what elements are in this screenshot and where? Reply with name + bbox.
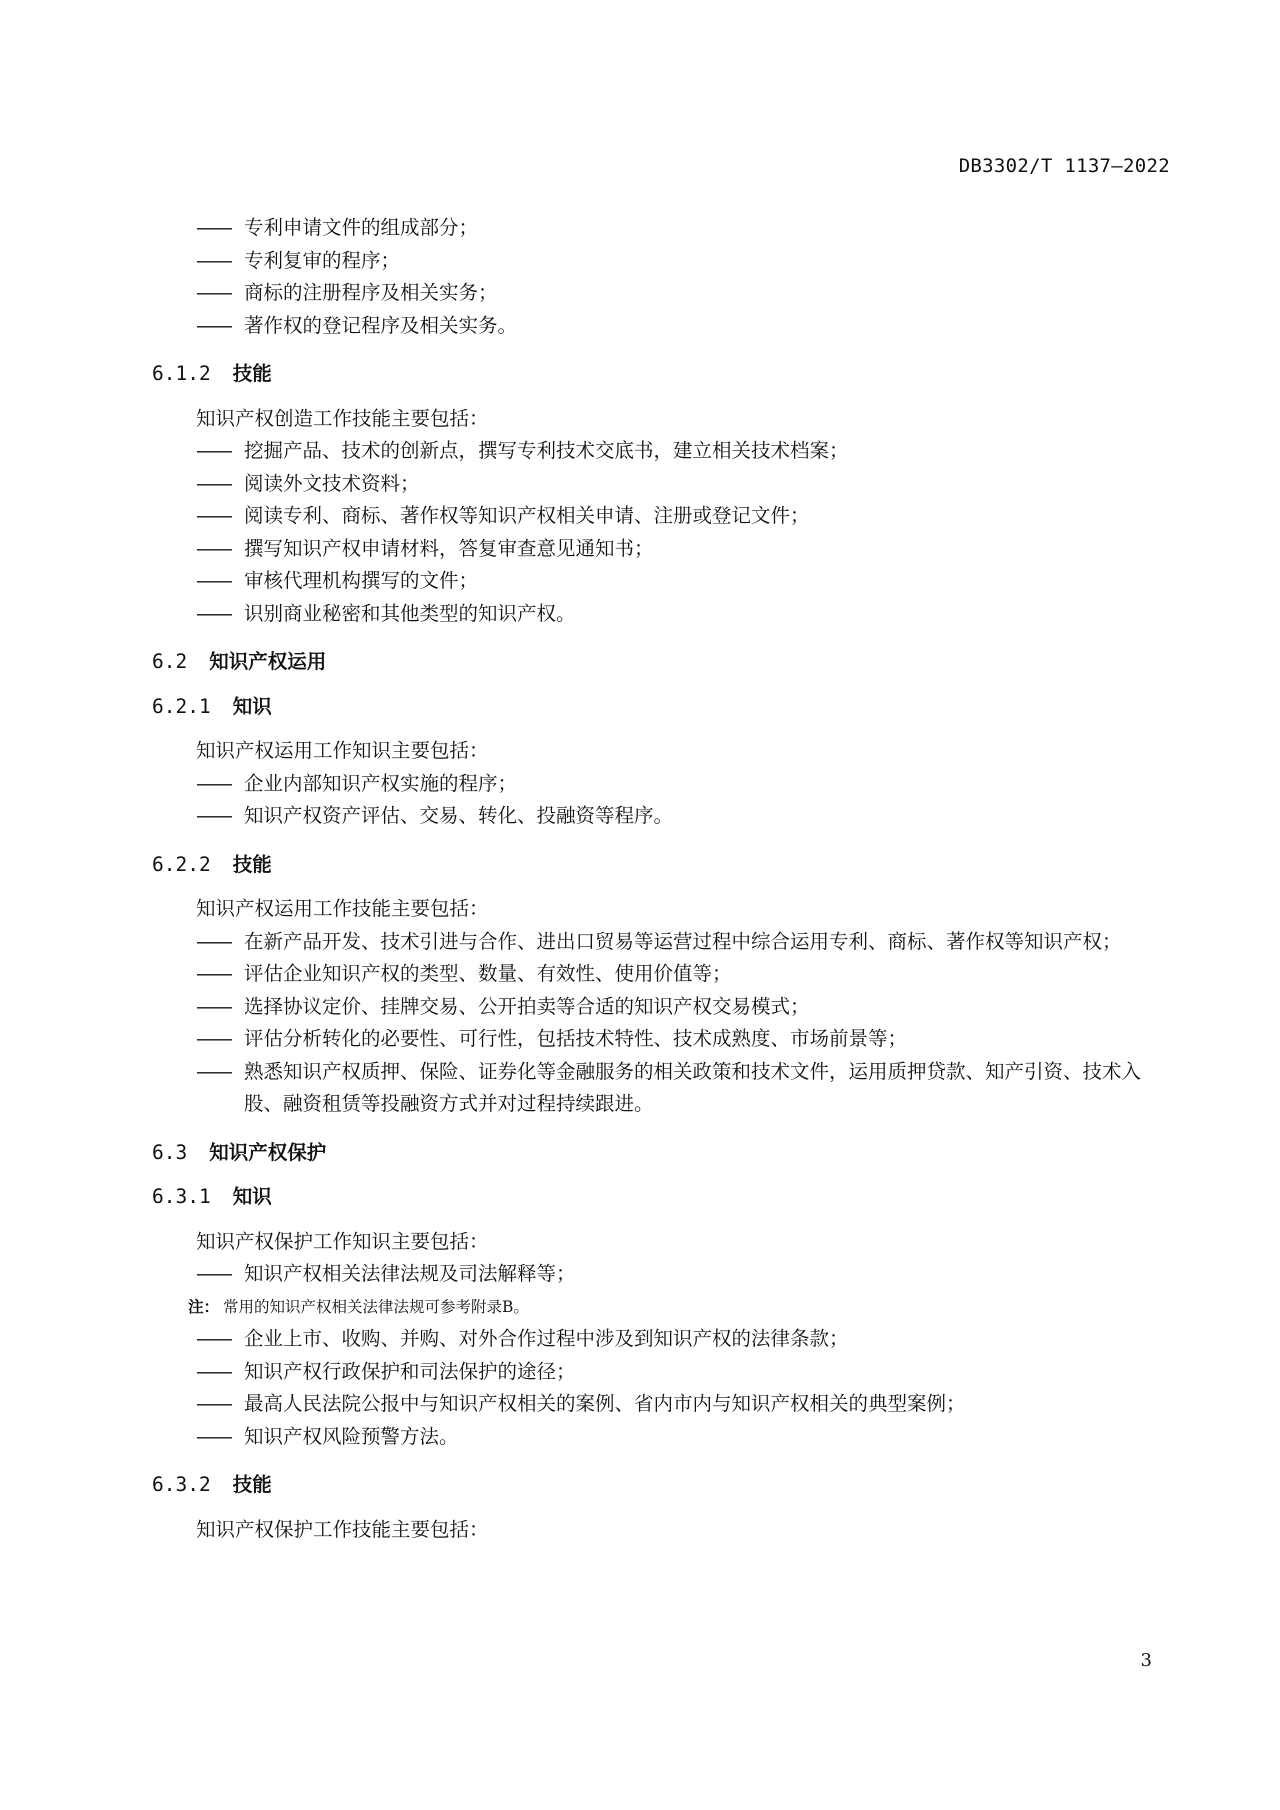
dash-marker: ——	[196, 569, 231, 592]
dash-marker: ——	[196, 1327, 231, 1350]
dash-marker: ——	[196, 248, 231, 272]
list-item-text: 挖掘产品、技术的创新点，撰写专利技术交底书，建立相关技术档案；	[244, 439, 849, 462]
section-heading-6-1-2	[152, 358, 1162, 391]
list-item	[152, 1023, 1162, 1056]
section-intro: 知识产权保护工作技能主要包括：	[196, 1517, 489, 1541]
list-item	[152, 533, 1162, 566]
note-label: 注：	[188, 1297, 220, 1316]
list-item	[152, 310, 1162, 343]
list-item-text: 评估分析转化的必要性、可行性，包括技术特性、技术成熟度、市场前景等；	[244, 1027, 908, 1050]
list-item	[152, 1056, 1162, 1121]
list-item-text: 知识产权相关法律法规及司法解释等；	[244, 1262, 576, 1285]
list-item	[152, 768, 1162, 801]
note-text: 常用的知识产权相关法律法规可参考附录B。	[223, 1297, 529, 1316]
list-item	[152, 1421, 1162, 1454]
dash-marker: ——	[196, 216, 231, 239]
section-title: 知识产权运用	[209, 650, 327, 673]
list-item	[152, 277, 1162, 310]
list-item-text: 选择协议定价、挂牌交易、公开拍卖等合适的知识产权交易模式；	[244, 994, 810, 1018]
dash-marker: ——	[196, 313, 231, 337]
section-title: 知识产权保护	[209, 1140, 327, 1164]
dash-marker: ——	[196, 1059, 231, 1083]
section-title: 知识	[232, 1185, 272, 1208]
list-item-text: 阅读外文技术资料；	[244, 471, 420, 495]
dash-marker: ——	[196, 929, 231, 953]
dash-marker: ——	[196, 804, 231, 827]
list-item	[152, 468, 1162, 501]
section-number: 6.2.2	[152, 852, 211, 876]
list-item-text: 专利复审的程序；	[244, 248, 401, 272]
dash-marker: ——	[196, 771, 231, 795]
dash-marker: ——	[196, 1262, 231, 1285]
dash-marker: ——	[196, 601, 231, 625]
note	[152, 1291, 1162, 1324]
dash-marker: ——	[196, 471, 231, 495]
dash-marker: ——	[196, 504, 231, 527]
list-item-text: 撰写知识产权申请材料，答复审查意见通知书；	[244, 536, 654, 560]
list-item	[152, 598, 1162, 631]
dash-marker: ——	[196, 281, 231, 304]
section-heading-6-3	[152, 1137, 1162, 1170]
list-item-text: 知识产权资产评估、交易、转化、投融资等程序。	[244, 804, 674, 827]
list-item	[152, 435, 1162, 468]
section-number: 6.3.1	[152, 1185, 211, 1208]
list-block-1	[152, 212, 1162, 342]
list-item-text: 专利申请文件的组成部分；	[244, 216, 479, 239]
page-number: 3	[1140, 1650, 1152, 1671]
dash-marker: ——	[196, 1392, 231, 1415]
section-title: 技能	[232, 362, 272, 385]
list-item	[152, 926, 1162, 959]
list-item	[152, 1258, 1162, 1291]
section-title: 技能	[232, 1473, 272, 1496]
list-item-text: 最高人民法院公报中与知识产权相关的案例、省内市内与知识产权相关的典型案例；	[244, 1392, 966, 1415]
list-item	[152, 565, 1162, 598]
dash-marker: ——	[196, 1027, 231, 1050]
section-intro: 知识产权保护工作知识主要包括：	[196, 1229, 489, 1253]
section-number: 6.2.1	[152, 694, 211, 718]
section-heading-6-2	[152, 646, 1162, 679]
list-item-text: 评估企业知识产权的类型、数量、有效性、使用价值等；	[244, 962, 732, 985]
list-item-text: 知识产权风险预警方法。	[244, 1424, 459, 1448]
list-item-text: 审核代理机构撰写的文件；	[244, 569, 479, 592]
list-item	[152, 991, 1162, 1024]
section-intro: 知识产权运用工作技能主要包括：	[196, 897, 489, 920]
dash-marker: ——	[196, 536, 231, 560]
section-title: 知识	[232, 694, 272, 718]
section-heading-6-3-2	[152, 1469, 1162, 1502]
section-heading-6-2-1	[152, 691, 1162, 724]
list-item	[152, 800, 1162, 833]
list-item-text: 著作权的登记程序及相关实务。	[244, 313, 518, 337]
list-item	[152, 500, 1162, 533]
document-id-header: DB3302/T 1137—2022	[958, 155, 1170, 177]
list-item-text: 阅读专利、商标、著作权等知识产权相关申请、注册或登记文件；	[244, 504, 810, 527]
list-item	[152, 212, 1162, 245]
list-item-text: 在新产品开发、技术引进与合作、进出口贸易等运营过程中综合运用专利、商标、著作权等知识产权；	[244, 929, 1122, 953]
document-body	[152, 212, 1162, 1546]
list-item-text: 企业上市、收购、并购、对外合作过程中涉及到知识产权的法律条款；	[244, 1327, 849, 1350]
dash-marker: ——	[196, 439, 231, 462]
section-number: 6.1.2	[152, 362, 211, 385]
dash-marker: ——	[196, 994, 231, 1018]
section-number: 6.2	[152, 650, 188, 673]
dash-marker: ——	[196, 962, 231, 985]
list-item	[152, 1388, 1162, 1421]
list-item	[152, 1323, 1162, 1356]
section-intro: 知识产权运用工作知识主要包括：	[196, 739, 489, 762]
list-item	[152, 245, 1162, 278]
dash-marker: ——	[196, 1359, 231, 1383]
list-item-text: 知识产权行政保护和司法保护的途径；	[244, 1359, 576, 1383]
list-item	[152, 958, 1162, 991]
section-number: 6.3.2	[152, 1473, 211, 1496]
section-heading-6-2-2	[152, 849, 1162, 882]
section-intro: 知识产权创造工作技能主要包括：	[196, 406, 489, 430]
list-item	[152, 1356, 1162, 1389]
dash-marker: ——	[196, 1424, 231, 1448]
section-heading-6-3-1	[152, 1181, 1162, 1214]
section-title: 技能	[232, 852, 272, 876]
section-number: 6.3	[152, 1140, 188, 1164]
list-item-text: 熟悉知识产权质押、保险、证券化等金融服务的相关政策和技术文件，运用质押贷款、知产引资、技术入股、融资租赁等投融资方式并对过程持续跟进。	[244, 1059, 1142, 1115]
list-item-text: 识别商业秘密和其他类型的知识产权。	[244, 601, 576, 625]
list-item-text: 商标的注册程序及相关实务；	[244, 281, 498, 304]
list-item-text: 企业内部知识产权实施的程序；	[244, 771, 518, 795]
